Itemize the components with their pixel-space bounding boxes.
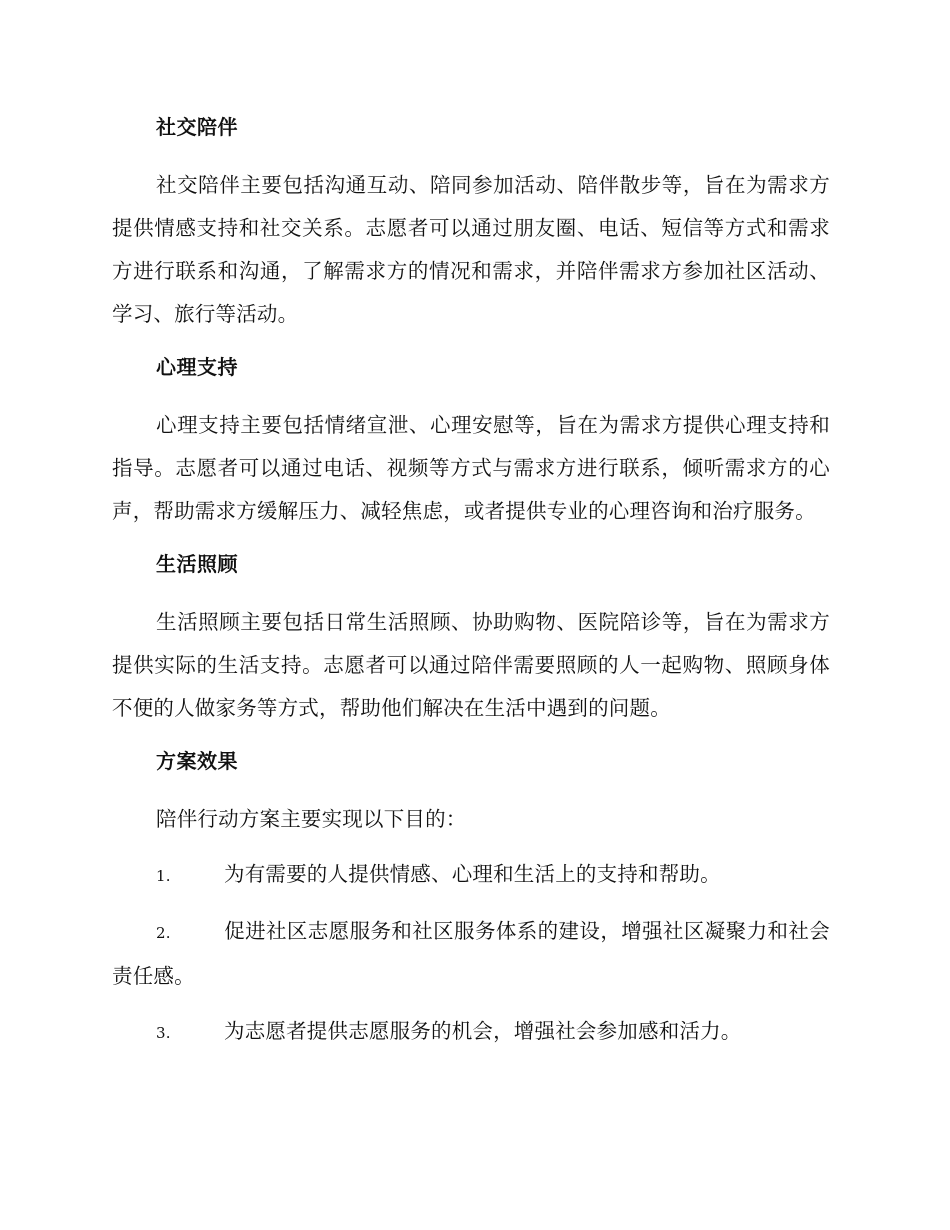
list-item: [112, 910, 830, 998]
section-body-life-care: 生活照顾主要包括日常生活照顾、协助购物、医院陪诊等，旨在为需求方提供实际的生活支持。志愿者可以通过陪伴需要照顾的人一起购物、照顾身体不便的人做家务等方式，帮助他们解决在生活中遇到的问题。: [112, 610, 830, 720]
section-body-social: 社交陪伴主要包括沟通互动、陪同参加活动、陪伴散步等，旨在为需求方提供情感支持和社交关系。志愿者可以通过朋友圈、电话、短信等方式和需求方进行联系和沟通，了解需求方的情况和需求，并陪伴需求方参加社区活动、学习、旅行等活动。: [112, 173, 830, 326]
list-number: 3.: [156, 1024, 171, 1042]
list-text: 促进社区志愿服务和社区服务体系的建设，增强社区凝聚力和社会责任感。: [112, 919, 830, 988]
list-item: [112, 853, 830, 898]
list-text: 为有需要的人提供情感、心理和生活上的支持和帮助。: [224, 862, 721, 886]
list-text: 为志愿者提供志愿服务的机会，增强社会参加感和活力。: [224, 1019, 742, 1043]
effects-intro: 陪伴行动方案主要实现以下目的：: [156, 807, 467, 831]
section-heading-life-care: 生活照顾: [156, 552, 238, 576]
section-body-psychological: 心理支持主要包括情绪宣泄、心理安慰等，旨在为需求方提供心理支持和指导。志愿者可以通过电话、视频等方式与需求方进行联系，倾听需求方的心声，帮助需求方缓解压力、减轻焦虑，或者提供专业的心理咨询和治疗服务。: [112, 413, 830, 523]
section-heading-effects: 方案效果: [156, 749, 238, 773]
list-item: [112, 1010, 830, 1055]
section-heading-social: 社交陪伴: [156, 115, 238, 139]
list-number: 2.: [156, 924, 171, 942]
document-page: [112, 108, 830, 1067]
section-heading-psychological: 心理支持: [156, 355, 238, 379]
list-number: 1.: [156, 867, 171, 885]
